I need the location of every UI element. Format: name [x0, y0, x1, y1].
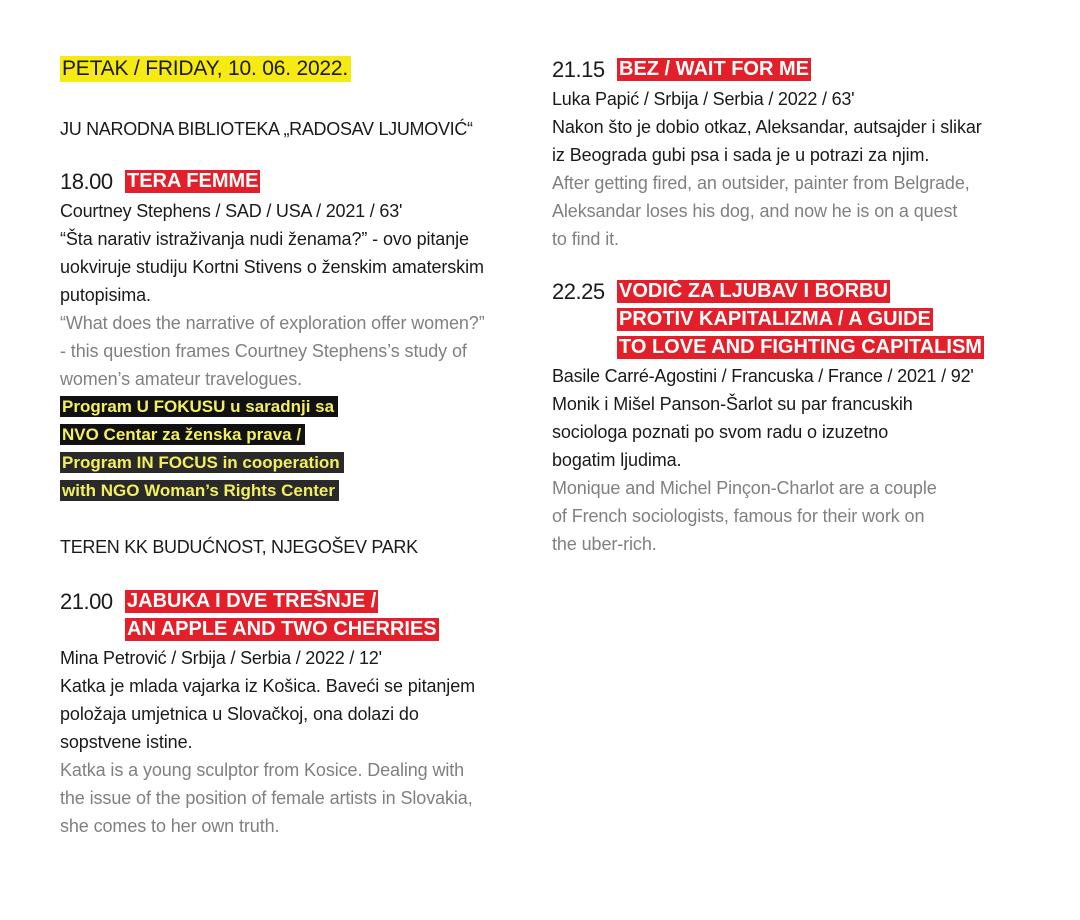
film-description-en: Aleksandar loses his dog, and now he is on a quest — [552, 201, 958, 221]
film-meta: Courtney Stephens / SAD / USA / 2021 / 63' — [60, 201, 403, 221]
film-meta: Basile Carré-Agostini / Francuska / France / 2021 / 92' — [552, 366, 974, 386]
film-description-en: the issue of the position of female artists in Slovakia, — [60, 788, 473, 808]
focus-program-note: Program U FOKUSU u saradnji sa — [60, 396, 338, 417]
date-heading: PETAK / FRIDAY, 10. 06. 2022. — [60, 56, 351, 82]
film-time: 21.15 — [552, 57, 605, 82]
film-title: PROTIV KAPITALIZMA / A GUIDE — [619, 308, 931, 330]
focus-program-note: Program IN FOCUS in cooperation — [60, 452, 344, 473]
film-title: BEZ / WAIT FOR ME — [619, 58, 809, 80]
film-title: AN APPLE AND TWO CHERRIES — [127, 618, 437, 640]
film-description-en: - this question frames Courtney Stephens’s study of — [60, 341, 467, 361]
venue-library: JU NARODNA BIBLIOTEKA „RADOSAV LJUMOVIĆ“ — [60, 119, 473, 139]
focus-program-note: NVO Centar za ženska prava / — [60, 424, 305, 445]
film-description-sr: iz Beograda gubi psa i sada je u potrazi za njim. — [552, 145, 930, 165]
film-description-sr: “Šta narativ istraživanja nudi ženama?” - ovo pitanje — [60, 229, 469, 249]
film-description-sr: sopstvene istine. — [60, 732, 193, 752]
film-description-sr: Monik i Mišel Panson-Šarlot su par francuskih — [552, 394, 913, 414]
film-description-en: After getting fired, an outsider, painter from Belgrade, — [552, 173, 970, 193]
film-time: 21.00 — [60, 589, 113, 614]
film-description-sr: bogatim ljudima. — [552, 450, 682, 470]
film-description-sr: Katka je mlada vajarka iz Košica. Baveći se pitanjem — [60, 676, 475, 696]
film-description-en: she comes to her own truth. — [60, 816, 280, 836]
film-title: JABUKA I DVE TREŠNJE / — [127, 590, 377, 612]
film-description-en: to find it. — [552, 229, 619, 249]
film-title: TO LOVE AND FIGHTING CAPITALISM — [619, 336, 982, 358]
film-description-sr: uokviruje studiju Kortni Stivens o ženskim amaterskim — [60, 257, 484, 277]
focus-program-note: with NGO Woman’s Rights Center — [60, 480, 339, 501]
film-description-en: women’s amateur travelogues. — [60, 369, 302, 389]
film-description-en: the uber-rich. — [552, 534, 657, 554]
film-description-en: “What does the narrative of exploration offer women?” — [60, 313, 485, 333]
film-description-sr: Nakon što je dobio otkaz, Aleksandar, autsajder i slikar — [552, 117, 982, 137]
film-description-sr: putopisima. — [60, 285, 151, 305]
film-title: VODIČ ZA LJUBAV I BORBU — [619, 280, 888, 302]
film-title: TERA FEMME — [127, 170, 259, 192]
film-description-en: Monique and Michel Pinçon-Charlot are a couple — [552, 478, 937, 498]
film-time: 18.00 — [60, 169, 113, 194]
film-description-en: of French sociologists, famous for their work on — [552, 506, 925, 526]
film-description-sr: sociologa poznati po svom radu o izuzetno — [552, 422, 889, 442]
film-meta: Mina Petrović / Srbija / Serbia / 2022 / 12' — [60, 648, 382, 668]
film-description-en: Katka is a young sculptor from Kosice. Dealing with — [60, 760, 465, 780]
film-time: 22.25 — [552, 279, 605, 304]
venue-park: TEREN KK BUDUĆNOST, NJEGOŠEV PARK — [60, 537, 418, 557]
film-description-sr: položaja umjetnica u Slovačkoj, ona dolazi do — [60, 704, 419, 724]
film-meta: Luka Papić / Srbija / Serbia / 2022 / 63' — [552, 89, 855, 109]
